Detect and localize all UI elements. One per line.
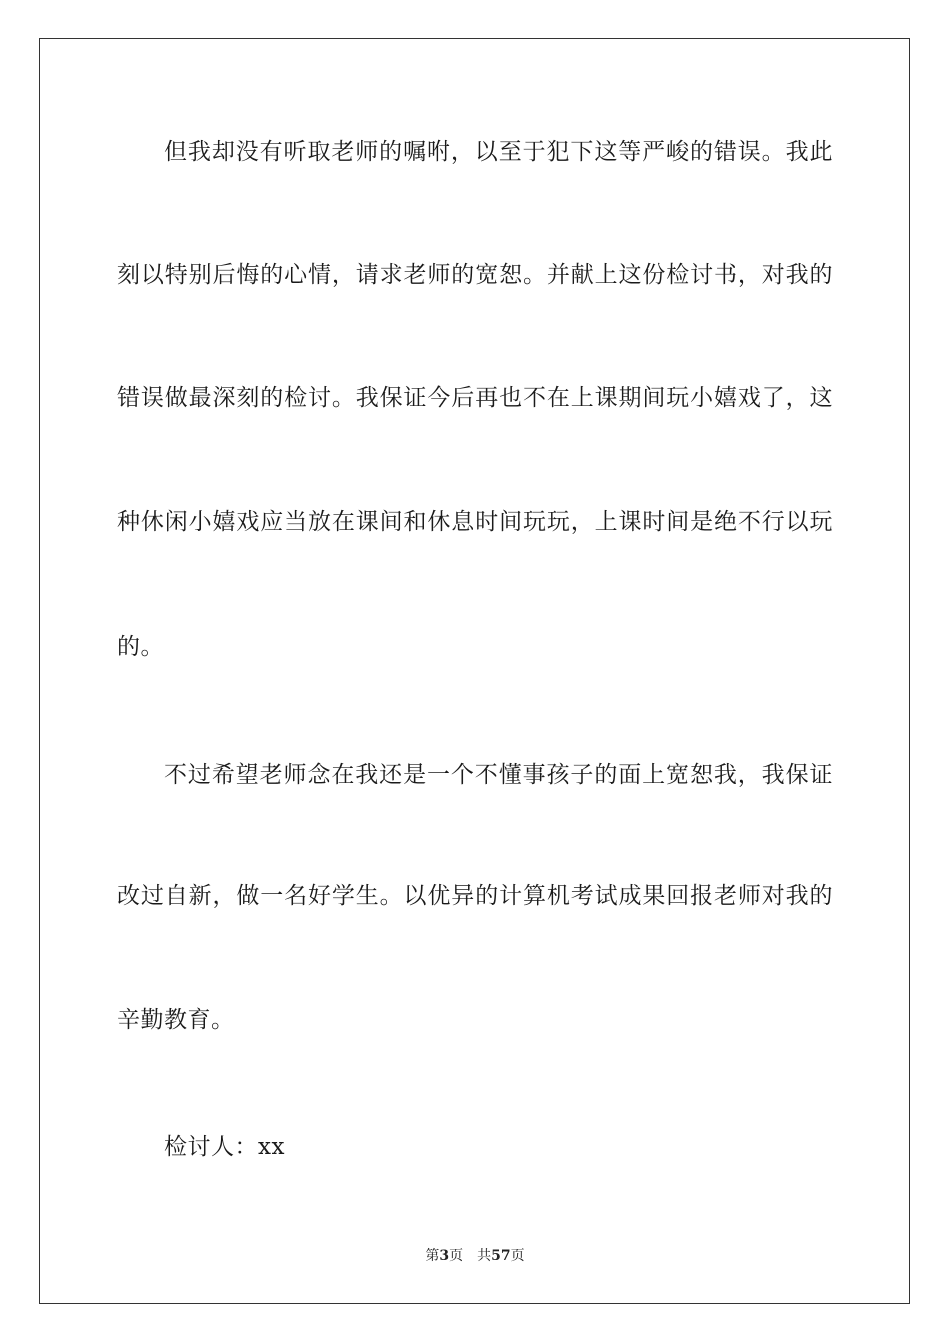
paragraph-1-line-2: 刻以特别后悔的心情，请求老师的宽恕。并献上这份检讨书，对我的: [117, 262, 833, 288]
total-prefix: 共: [477, 1248, 492, 1264]
paragraph-1-line-1: 但我却没有听取老师的嘱咐，以至于犯下这等严峻的错误。我此: [164, 139, 833, 165]
signature-line: 检讨人：xx: [164, 1134, 285, 1160]
paragraph-1-line-4: 种休闲小嬉戏应当放在课间和休息时间玩玩，上课时间是绝不行以玩: [117, 509, 833, 535]
page-border: [39, 38, 910, 1304]
page-number: 3: [439, 1248, 450, 1264]
page-prefix: 第: [425, 1248, 440, 1264]
paragraph-2-line-1: 不过希望老师念在我还是一个不懂事孩子的面上宽恕我，我保证: [164, 762, 833, 788]
paragraph-2-line-3: 辛勤教育。: [117, 1007, 235, 1033]
page-suffix: 页: [449, 1248, 464, 1264]
total-pages: 57: [491, 1248, 511, 1264]
paragraph-2-line-2: 改过自新，做一名好学生。以优异的计算机考试成果回报老师对我的: [117, 883, 833, 909]
total-suffix: 页: [510, 1248, 525, 1264]
paragraph-1-line-5: 的。: [117, 634, 164, 660]
page-footer: [0, 1247, 950, 1265]
paragraph-1-line-3: 错误做最深刻的检讨。我保证今后再也不在上课期间玩小嬉戏了，这: [117, 385, 833, 411]
